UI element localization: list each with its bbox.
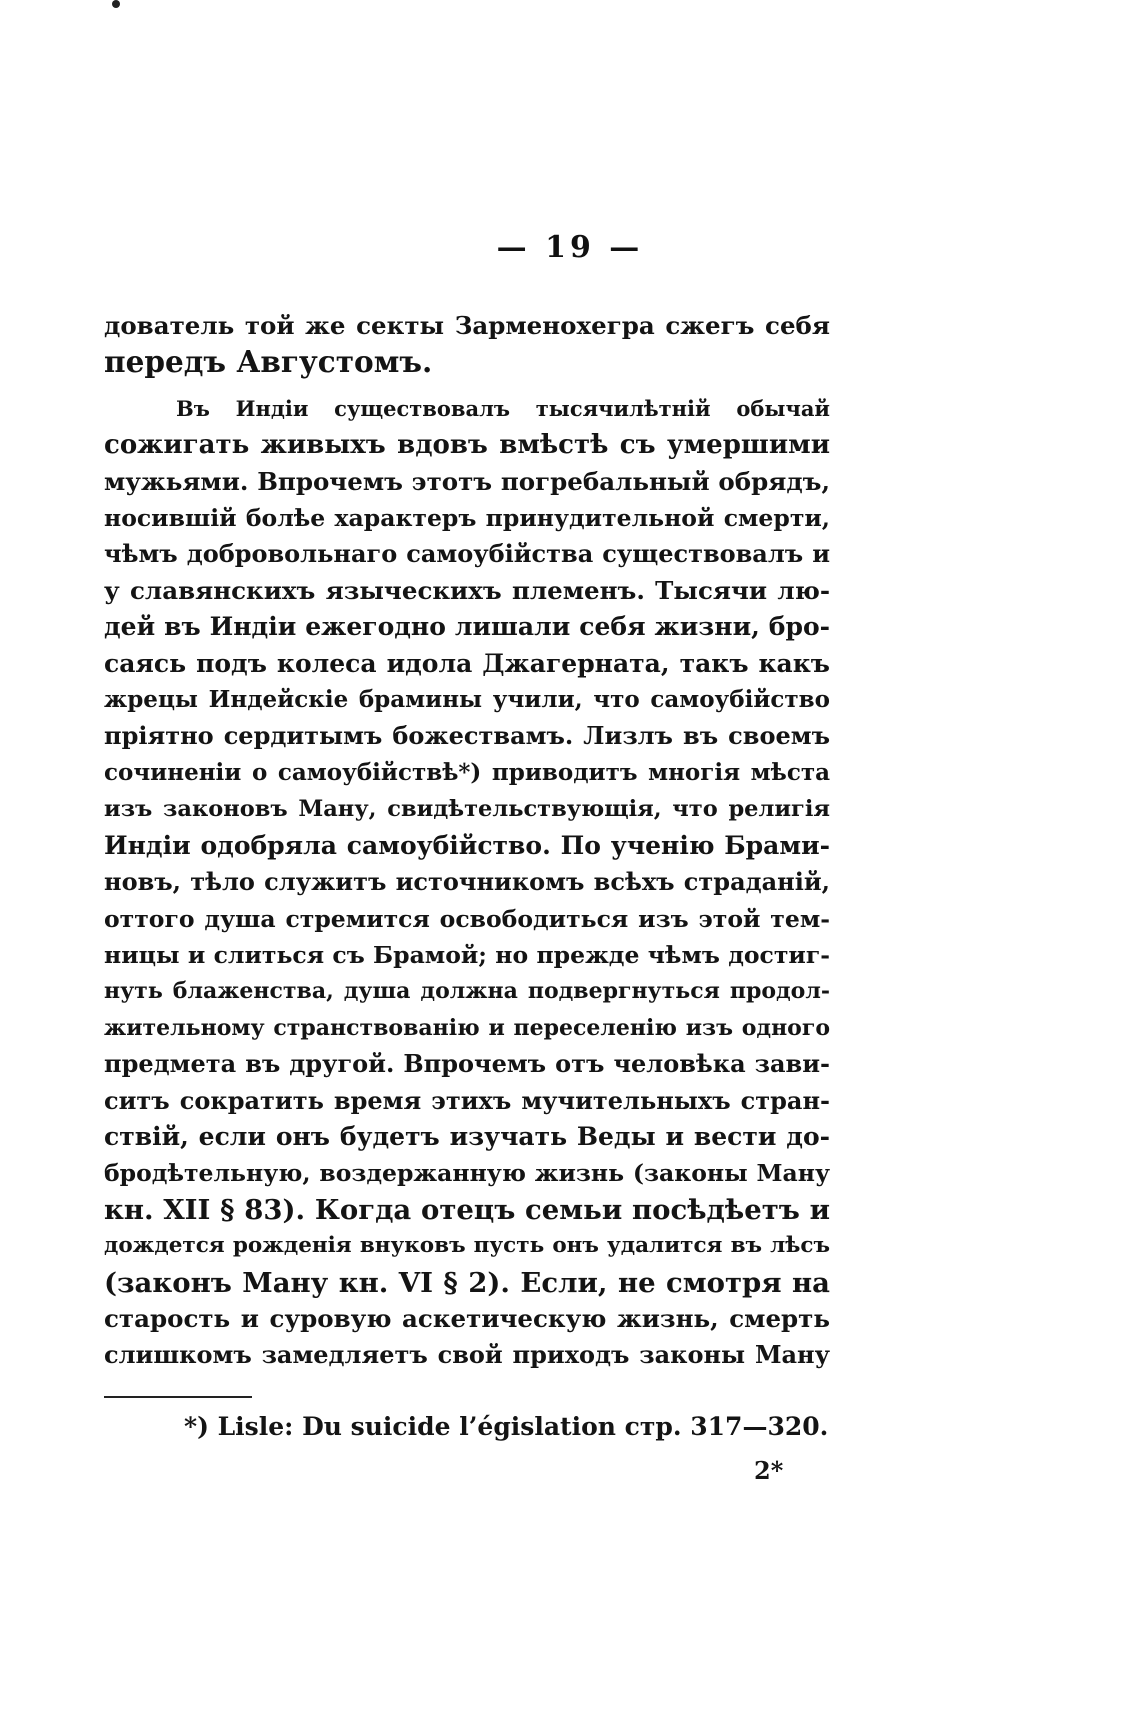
text-line: кн. XII § 83). Когда отецъ семьи посѣдѣетъ и [104, 1193, 830, 1226]
text-line: передъ Августомъ. [104, 344, 433, 380]
text-line: старость и суровую аскетическую жизнь, смерть [104, 1303, 830, 1333]
text-line: дователь той же секты Зарменохегра сжегъ себя [104, 311, 830, 340]
text-line: оттого душа стремится освободиться изъ этой тем- [104, 904, 830, 933]
text-line: носившій болѣе характеръ принудительной смерти, [104, 504, 830, 533]
signature-mark: 2* [754, 1456, 784, 1485]
ink-speck [112, 0, 120, 8]
footnote: *) Lisle: Du suicide l’égislation стр. 317—320. [184, 1412, 829, 1441]
text-line: предмета въ другой. Впрочемъ отъ человѣка зави- [104, 1049, 830, 1079]
text-line: бродѣтельную, воздержанную жизнь (законы Ману [104, 1159, 830, 1188]
text-line: Въ Индіи существовалъ тысячилѣтній обычай [176, 395, 830, 421]
body-text [104, 308, 830, 1374]
text-line: нуть блаженства, душа должна подвергнуться продол- [104, 978, 830, 1005]
text-line: дей въ Индіи ежегодно лишали себя жизни, бро- [104, 612, 830, 642]
text-line: дождется рожденія внуковъ пусть онъ удалится въ лѣсъ [104, 1233, 830, 1259]
footnote-rule [104, 1396, 252, 1398]
text-line: сочиненіи о самоубійствѣ*) приводитъ многія мѣста [104, 758, 830, 786]
text-line: чѣмъ добровольнаго самоубійства существовалъ и [104, 539, 830, 569]
page-number: — 19 — [496, 230, 644, 265]
text-line: новъ, тѣло служитъ источникомъ всѣхъ страданій, [104, 867, 830, 897]
text-line: саясь подъ колеса идола Джагерната, такъ какъ [104, 648, 830, 678]
text-line: Индіи одобряла самоубійство. По ученію Брами- [104, 830, 830, 860]
text-line: изъ законовъ Ману, свидѣтельствующія, что религія [104, 796, 830, 823]
text-line: сожигать живыхъ вдовъ вмѣстѣ съ умершими [104, 430, 830, 461]
text-line: (законъ Ману кн. VI § 2). Если, не смотря на [104, 1266, 830, 1299]
text-line: мужьями. Впрочемъ этотъ погребальный обрядъ, [104, 466, 830, 496]
text-line: у славянскихъ языческихъ племенъ. Тысячи лю- [104, 575, 830, 605]
text-line: ницы и слиться съ Брамой; но прежде чѣмъ достиг- [104, 940, 830, 969]
text-line: жительному странствованію и переселенію изъ одного [104, 1014, 830, 1041]
text-line: пріятно сердитымъ божествамъ. Лизлъ въ своемъ [104, 721, 830, 751]
text-line: ситъ сократить время этихъ мучительныхъ стран- [104, 1085, 830, 1115]
text-line: жрецы Индейскіе брамины учили, что самоубійство [104, 686, 830, 714]
text-line: ствій, если онъ будетъ изучать Веды и вести до- [104, 1121, 830, 1151]
paragraph-gap [104, 381, 830, 391]
text-line: слишкомъ замедляетъ свой приходъ законы Ману [104, 1340, 830, 1370]
